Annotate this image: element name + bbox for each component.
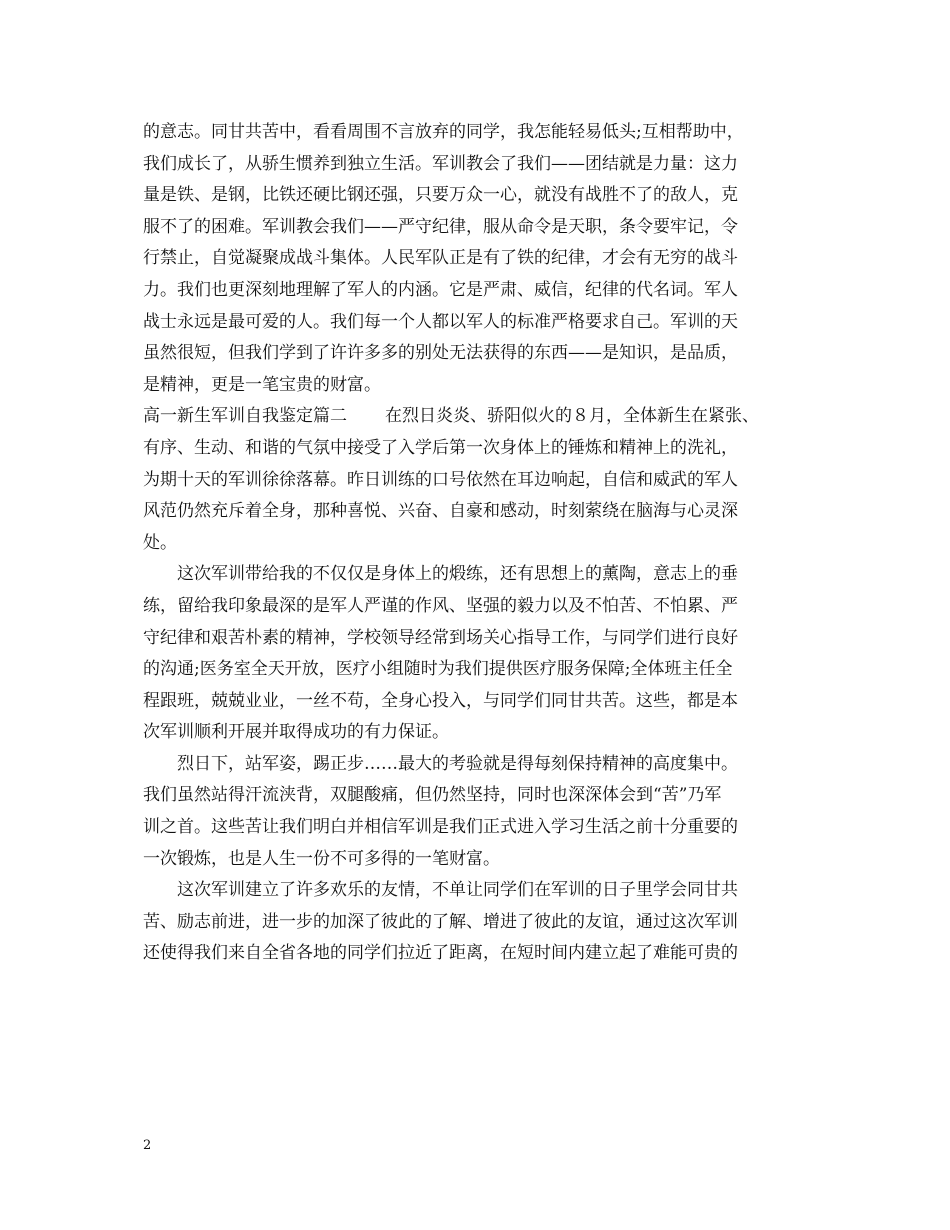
text-line: 是精神，更是一笔宝贵的财富。 (143, 374, 381, 395)
text-line: 的意志。同甘共苦中，看看周围不言放弃的同学，我怎能轻易低头;互相帮助中， (143, 122, 744, 142)
text-line: 这次军训建立了许多欢乐的友情，不单让同学们在军训的日子里学会同甘共 (143, 880, 738, 901)
text-line: 我们成长了，从骄生惯养到独立生活。军训教会了我们——团结就是力量：这力 (143, 153, 738, 174)
text-line: 的沟通;医务室全天开放，医疗小组随时为我们提供医疗服务保障;全体班主任全 (143, 659, 733, 680)
text-line: 训之首。这些苦让我们明白并相信军训是我们正式进入学习生活之前十分重要的 (143, 817, 738, 838)
text-line: 这次军训带给我的不仅仅是身体上的煅练，还有思想上的薰陶，意志上的垂 (143, 564, 738, 585)
text-line: 为期十天的军训徐徐落幕。昨日训练的口号依然在耳边响起，自信和威武的军人 (143, 469, 738, 490)
text-line: 次军训顺利开展并取得成功的有力保证。 (143, 722, 449, 743)
text-line: 程跟班，兢兢业业，一丝不苟，全身心投入，与同学们同甘共苦。这些，都是本 (143, 690, 738, 711)
text-line: 战士永远是最可爱的人。我们每一个人都以军人的标准严格要求自己。军训的天 (143, 311, 738, 332)
text-line: 风范仍然充斥着全身，那种喜悦、兴奋、自豪和感动，时刻萦绕在脑海与心灵深 (143, 501, 738, 522)
section-heading-line (143, 401, 823, 433)
text-line: 处。 (143, 532, 177, 553)
text-line: 一次锻炼，也是人生一份不可多得的一笔财富。 (143, 848, 500, 869)
section-heading: 高一新生军训自我鉴定篇二 (143, 406, 347, 427)
text-line: 有序、生动、和谐的气氛中接受了入学后第一次身体上的锤炼和精神上的洗礼， (143, 437, 738, 458)
text-line: 练，留给我印象最深的是军人严谨的作风、坚强的毅力以及不怕苦、不怕累、严 (143, 595, 738, 616)
body-text (143, 117, 823, 970)
page-number: 2 (143, 1138, 152, 1153)
text-line: 烈日下，站军姿，踢正步……最大的考验就是得每刻保持精神的高度集中。 (143, 753, 738, 774)
text-line: 守纪律和艰苦朴素的精神，学校领导经常到场关心指导工作，与同学们进行良好 (143, 627, 738, 648)
text-line: 苦、励志前进，进一步的加深了彼此的了解、增进了彼此的友谊，通过这次军训 (143, 911, 738, 932)
text-line: 虽然很短，但我们学到了许许多多的别处无法获得的东西——是知识，是品质， (143, 343, 738, 364)
text-line: 行禁止，自觉凝聚成战斗集体。人民军队正是有了铁的纪律，才会有无穷的战斗 (143, 248, 738, 269)
section-first-line: 在烈日炎炎、骄阳似火的８月，全体新生在紧张、 (385, 406, 759, 427)
text-line: 服不了的困难。军训教会我们——严守纪律，服从命令是天职，条令要牢记，令 (143, 216, 738, 237)
text-line: 还使得我们来自全省各地的同学们拉近了距离，在短时间内建立起了难能可贵的 (143, 943, 738, 964)
text-line: 量是铁、是钢，比铁还硬比钢还强，只要万众一心，就没有战胜不了的敌人，克 (143, 185, 738, 206)
text-line: 力。我们也更深刻地理解了军人的内涵。它是严肃、威信，纪律的代名词。军人 (143, 279, 738, 300)
text-line: 我们虽然站得汗流浃背，双腿酸痛，但仍然坚持，同时也深深体会到“苦”乃军 (143, 785, 722, 806)
